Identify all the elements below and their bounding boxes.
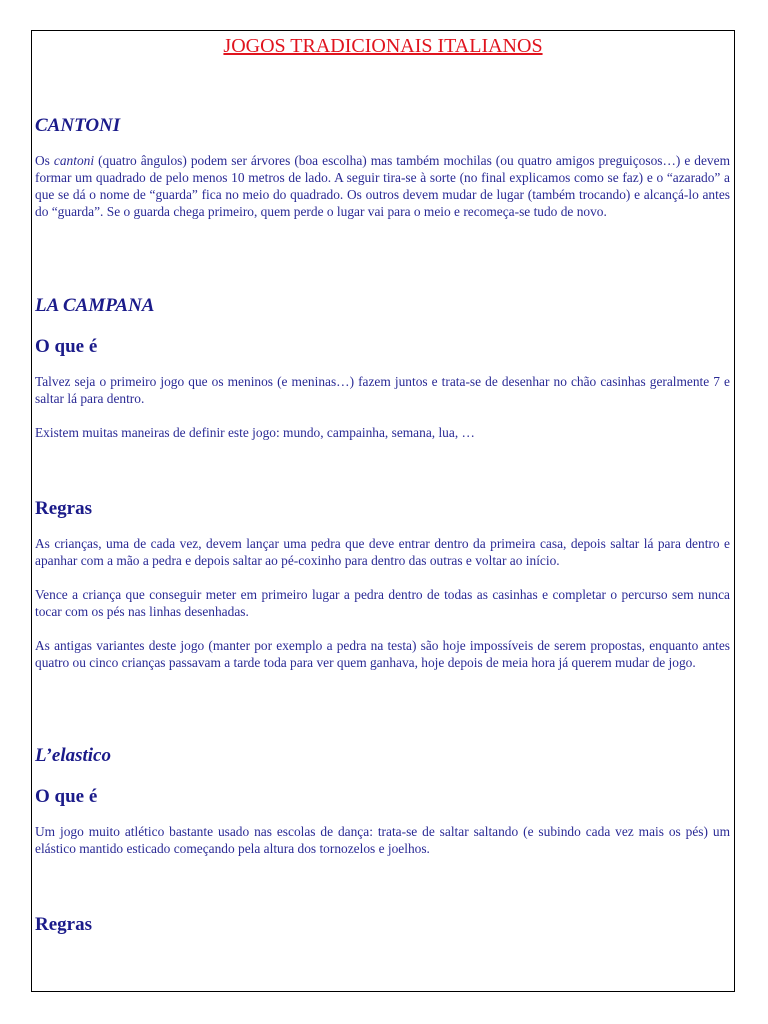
section-heading-elastico: L’elastico: [35, 745, 111, 766]
cantoni-paragraph: [35, 152, 730, 220]
campana-rules-paragraph-1: As crianças, uma de cada vez, devem lançar uma pedra que deve entrar dentro da primeira casa, depois saltar lá para dentro e apanhar com a mão a pedra e depois saltar ao pé-coxinho para dentro das outras e voltar ao início.: [35, 536, 730, 568]
elastico-rules-heading: Regras: [35, 914, 92, 935]
section-heading-cantoni: CANTONI: [35, 115, 121, 136]
document-content: [35, 32, 731, 935]
campana-rules-paragraph-3: As antigas variantes deste jogo (manter por exemplo a pedra na testa) são hoje impossíveis de serem propostas, enquanto antes quatro ou cinco crianças passavam a tarde toda para ver quem ganhava, hoje depois de meia hora já querem mudar de jogo.: [35, 638, 730, 670]
campana-rules-paragraph-2: Vence a criança que conseguir meter em primeiro lugar a pedra dentro de todas as casinhas e completar o percurso sem nunca tocar com os pés nas linhas desenhadas.: [35, 587, 730, 619]
section-heading-la-campana: LA CAMPANA: [35, 295, 155, 316]
cantoni-term: cantoni: [53, 153, 95, 168]
elastico-what-paragraph: Um jogo muito atlético bastante usado nas escolas de dança: trata-se de saltar saltando (e subindo cada vez mais os pés) um elástico mantido esticado começando pela altura dos tornozelos e joelhos.: [35, 824, 730, 856]
cantoni-intro-pre: Os: [35, 153, 54, 168]
campana-rules-heading: Regras: [35, 498, 92, 519]
elastico-what-heading: O que é: [35, 786, 98, 807]
campana-what-paragraph-2: Existem muitas maneiras de definir este jogo: mundo, campainha, semana, lua, …: [35, 425, 475, 440]
campana-what-heading: O que é: [35, 336, 98, 357]
campana-what-paragraph-1: Talvez seja o primeiro jogo que os meninos (e meninas…) fazem juntos e trata-se de desenhar no chão casinhas geralmente 7 e saltar lá para dentro.: [35, 374, 730, 406]
cantoni-intro-post: (quatro ângulos) podem ser árvores (boa escolha) mas também mochilas (ou quatro amigos preguiçosos…) e devem formar um quadrado de pelo menos 10 metros de lado. A seguir tira-se à sorte (no final explicamos como se faz) e o “azarado” a que se dá o nome de “guarda” fica no meio do quadrado. Os outros devem mudar de lugar (também trocando) e alcançá-lo antes do “guarda”. Se o guarda chega primeiro, quem perde o lugar vai para o meio e recomeça-se tudo de novo.: [35, 153, 730, 219]
document-title: JOGOS TRADICIONAIS ITALIANOS: [223, 35, 543, 57]
